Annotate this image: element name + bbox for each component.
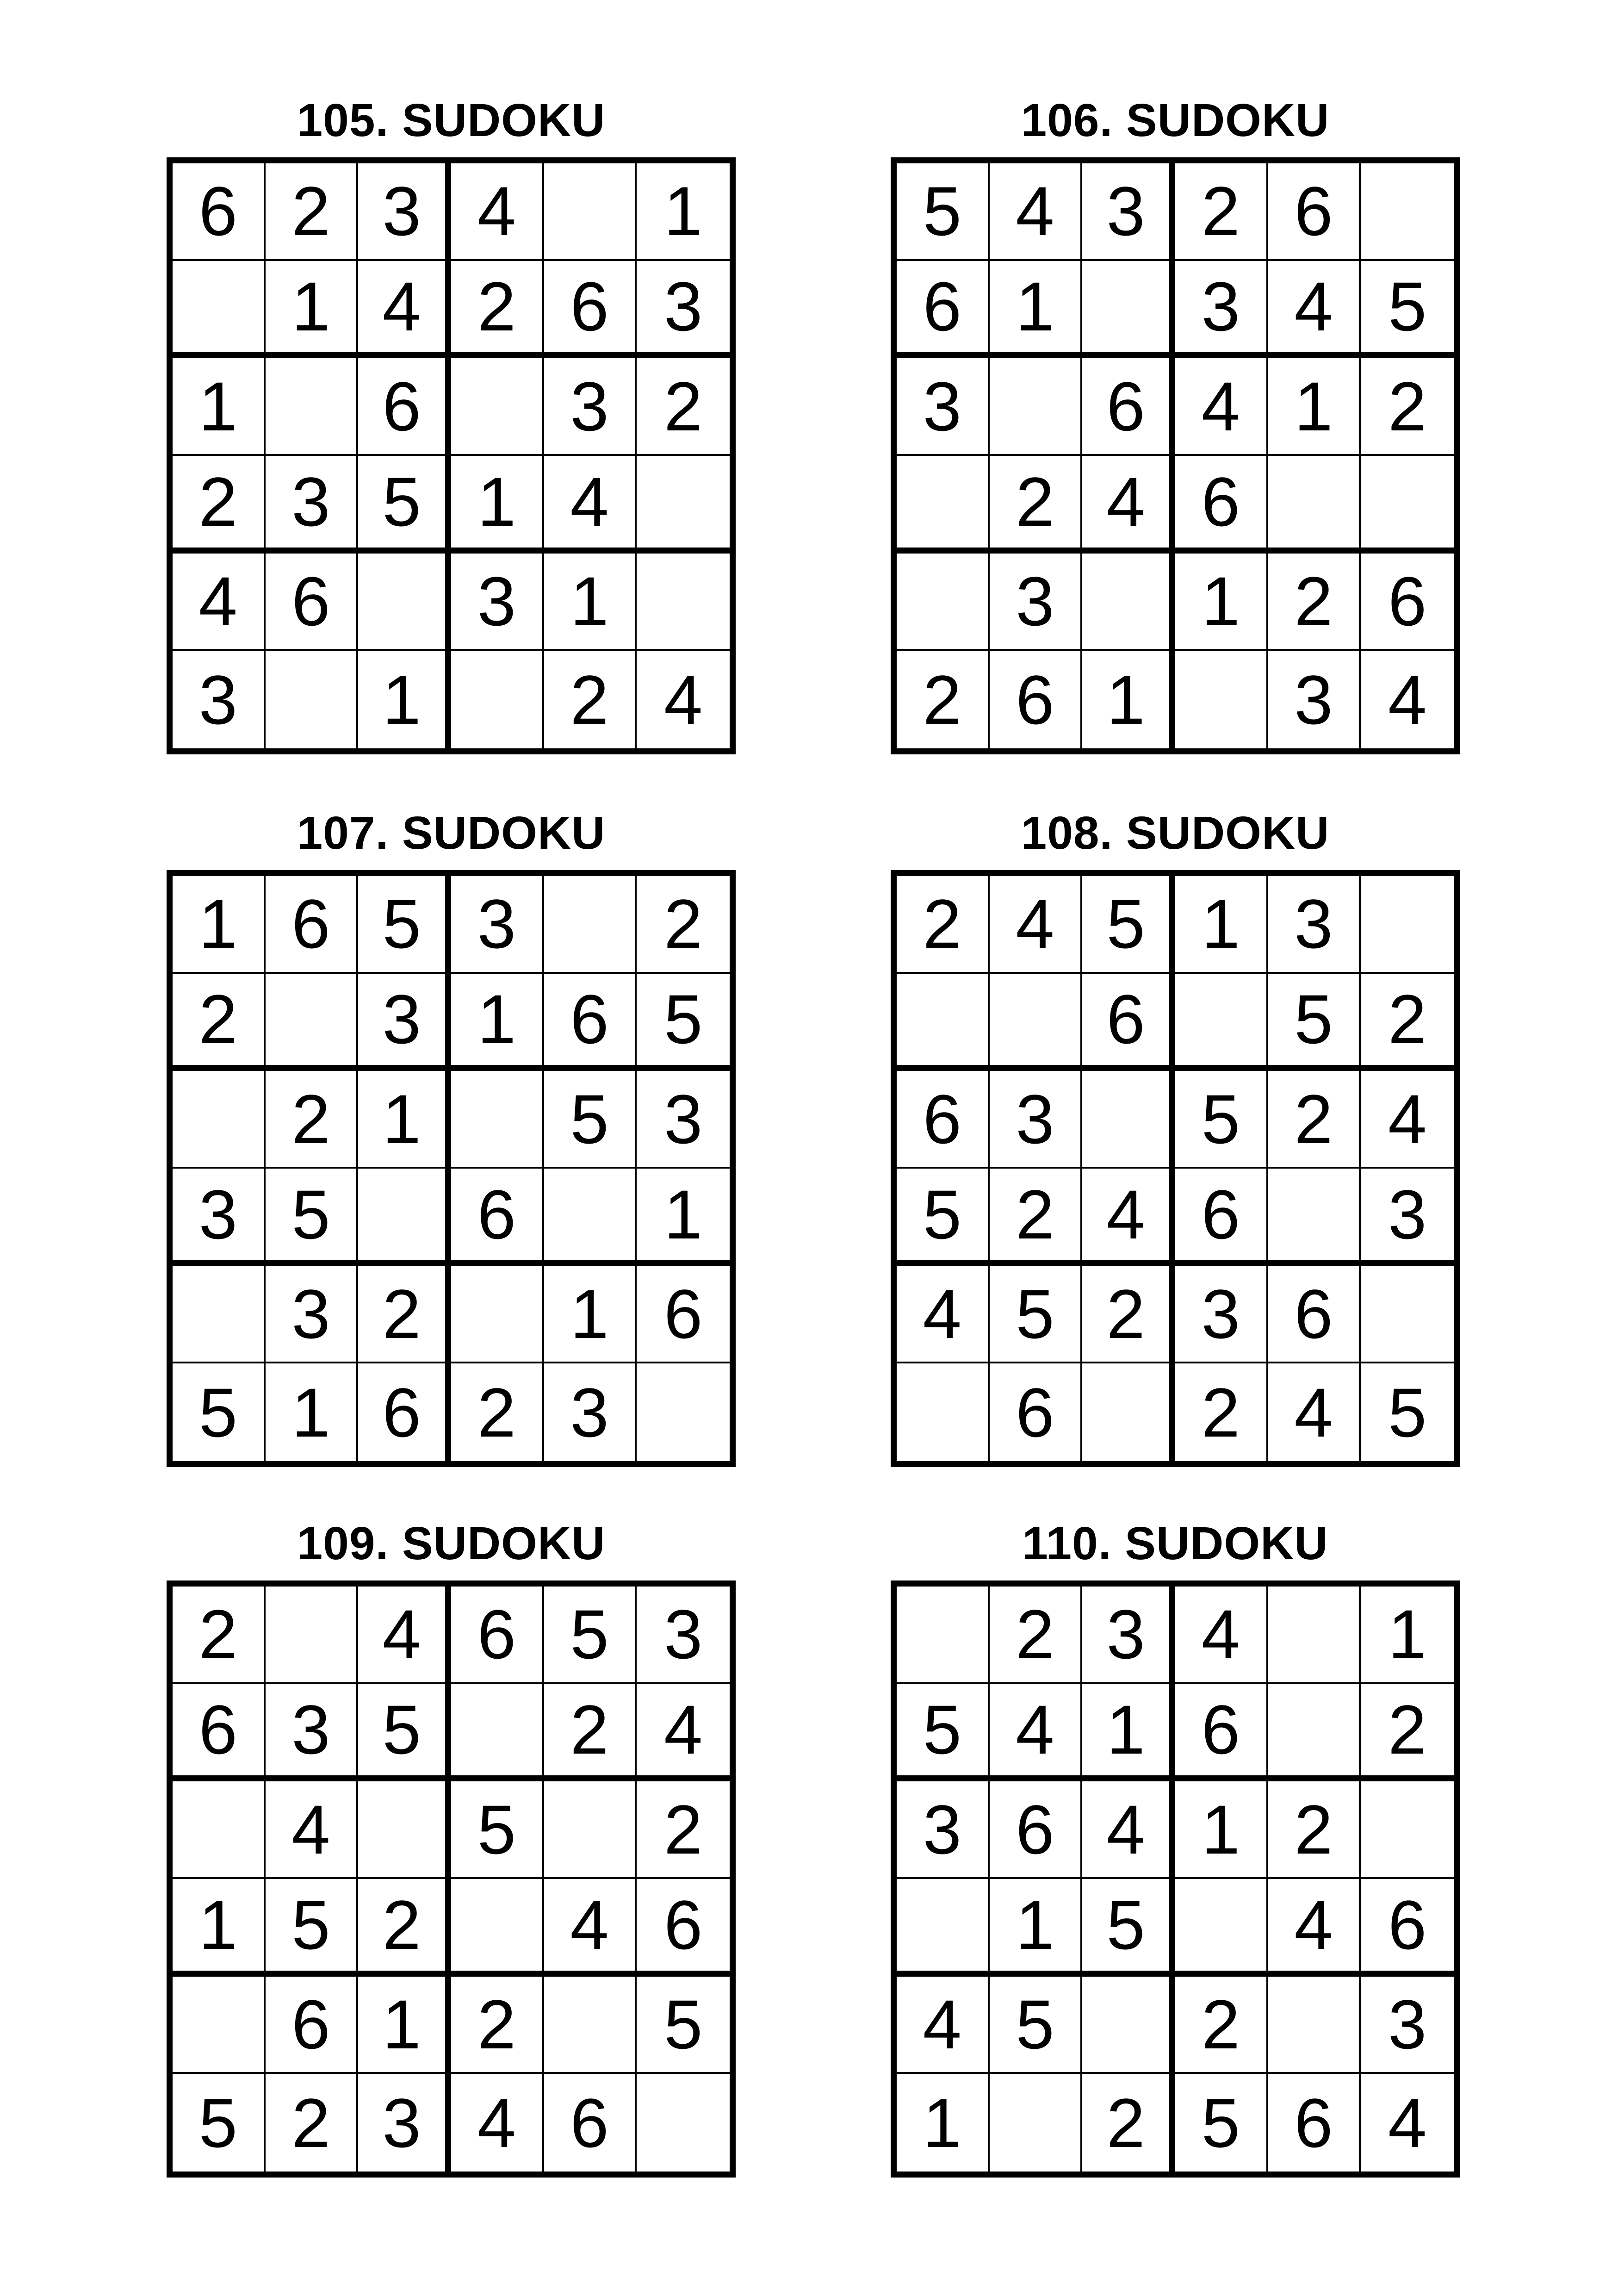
sudoku-cell: 3 <box>1175 1266 1268 1364</box>
sudoku-grid <box>891 157 1460 754</box>
sudoku-cell <box>1082 261 1175 359</box>
sudoku-cell: 3 <box>637 1071 730 1169</box>
sudoku-cell: 6 <box>1268 163 1361 261</box>
sudoku-cell <box>173 261 266 359</box>
sudoku-cell <box>1268 1169 1361 1266</box>
sudoku-cell <box>637 554 730 651</box>
sudoku-cell: 2 <box>1361 1684 1454 1782</box>
sudoku-cell: 1 <box>990 1879 1083 1977</box>
sudoku-cell: 1 <box>1175 876 1268 974</box>
sudoku-cell: 3 <box>1268 651 1361 748</box>
puzzle-title: 107. SUDOKU <box>297 807 606 859</box>
sudoku-cell: 6 <box>897 261 990 359</box>
sudoku-cell: 6 <box>1361 554 1454 651</box>
sudoku-grid <box>891 1580 1460 2178</box>
sudoku-cell: 4 <box>1361 1071 1454 1169</box>
sudoku-cell: 5 <box>173 2074 266 2172</box>
sudoku-cell <box>173 1781 266 1879</box>
sudoku-cell <box>1175 651 1268 748</box>
sudoku-cell: 4 <box>544 456 637 554</box>
sudoku-cell <box>1268 1587 1361 1684</box>
sudoku-cell <box>990 974 1083 1071</box>
sudoku-cell: 1 <box>897 2074 990 2172</box>
sudoku-cell: 6 <box>451 1587 544 1684</box>
sudoku-cell: 6 <box>544 2074 637 2172</box>
sudoku-cell: 2 <box>1175 1977 1268 2074</box>
sudoku-cell: 1 <box>358 1071 451 1169</box>
sudoku-cell: 4 <box>990 1684 1083 1782</box>
sudoku-cell: 2 <box>897 876 990 974</box>
sudoku-cell: 4 <box>1082 1781 1175 1879</box>
sudoku-cell <box>1082 1071 1175 1169</box>
sudoku-cell <box>544 1781 637 1879</box>
sudoku-cell <box>1361 1266 1454 1364</box>
sudoku-cell: 2 <box>897 651 990 748</box>
sudoku-cell: 1 <box>1082 651 1175 748</box>
sudoku-cell: 5 <box>266 1169 359 1266</box>
sudoku-cell: 3 <box>544 358 637 456</box>
sudoku-cell: 6 <box>544 974 637 1071</box>
sudoku-cell: 2 <box>266 2074 359 2172</box>
sudoku-cell: 4 <box>663 660 703 739</box>
sudoku-cell: 6 <box>358 358 451 456</box>
sudoku-cell: 3 <box>637 261 730 359</box>
sudoku-cell: 3 <box>1082 1587 1175 1684</box>
sudoku-cell: 5 <box>358 1684 451 1782</box>
puzzle-title: 105. SUDOKU <box>297 94 606 146</box>
sudoku-cell: 1 <box>1175 554 1268 651</box>
sudoku-cell: 3 <box>1361 1977 1454 2074</box>
sudoku-cell <box>897 1587 990 1684</box>
sudoku-cell <box>1175 1879 1268 1977</box>
sudoku-grid <box>167 157 736 754</box>
sudoku-cell: 6 <box>1268 1266 1361 1364</box>
sudoku-cell: 3 <box>358 163 451 261</box>
sudoku-cell <box>1361 1781 1454 1879</box>
sudoku-cell <box>266 358 359 456</box>
sudoku-cell <box>897 456 990 554</box>
sudoku-cell <box>544 163 637 261</box>
sudoku-cell: 3 <box>358 974 451 1071</box>
sudoku-cell: 6 <box>1268 2074 1361 2172</box>
sudoku-cell: 2 <box>173 456 266 554</box>
sudoku-cell: 4 <box>358 1587 451 1684</box>
sudoku-cell: 5 <box>544 1071 637 1169</box>
sudoku-cell: 2 <box>1268 554 1361 651</box>
sudoku-cell: 4 <box>358 261 451 359</box>
sudoku-cell: 6 <box>1175 1684 1268 1782</box>
sudoku-cell: 3 <box>897 358 990 456</box>
sudoku-cell: 6 <box>266 876 359 974</box>
sudoku-cell: 6 <box>173 1684 266 1782</box>
sudoku-cell: 2 <box>544 1684 637 1782</box>
sudoku-cell: 1 <box>358 1977 451 2074</box>
sudoku-cell: 1 <box>1268 358 1361 456</box>
puzzle-title: 108. SUDOKU <box>1021 807 1330 859</box>
sudoku-cell <box>266 651 359 748</box>
sudoku-cell <box>451 358 544 456</box>
sudoku-cell: 1 <box>637 163 730 261</box>
sudoku-cell: 1 <box>637 1169 730 1266</box>
sudoku-cell: 1 <box>266 261 359 359</box>
sudoku-cell: 2 <box>990 456 1083 554</box>
sudoku-cell: 2 <box>1175 1363 1268 1461</box>
sudoku-cell: 1 <box>451 456 544 554</box>
sudoku-cell <box>1082 554 1175 651</box>
sudoku-cell: 5 <box>358 456 451 554</box>
sudoku-cell: 1 <box>990 261 1083 359</box>
sudoku-cell: 4 <box>451 2074 544 2172</box>
sudoku-cell: 5 <box>897 1684 990 1782</box>
sudoku-cell: 3 <box>544 1363 637 1461</box>
sudoku-cell: 3 <box>266 456 359 554</box>
sudoku-cell: 6 <box>451 1169 544 1266</box>
sudoku-cell: 4 <box>266 1781 359 1879</box>
sudoku-cell: 1 <box>544 1266 637 1364</box>
sudoku-cell <box>173 1977 266 2074</box>
sudoku-cell: 1 <box>266 1363 359 1461</box>
sudoku-cell: 1 <box>173 358 266 456</box>
sudoku-cell: 5 <box>1175 1071 1268 1169</box>
sudoku-cell: 2 <box>637 876 730 974</box>
sudoku-cell <box>544 1977 637 2074</box>
sudoku-cell: 3 <box>897 1781 990 1879</box>
puzzle-title: 106. SUDOKU <box>1021 94 1330 146</box>
sudoku-cell: 3 <box>990 1071 1083 1169</box>
sudoku-cell <box>1361 163 1454 261</box>
sudoku-cell: 3 <box>1082 163 1175 261</box>
sudoku-cell: 6 <box>637 1266 730 1364</box>
sudoku-cell: 5 <box>1082 1879 1175 1977</box>
sudoku-cell: 1 <box>451 974 544 1071</box>
sudoku-cell <box>637 1363 730 1461</box>
sudoku-cell: 4 <box>637 1684 730 1782</box>
sudoku-cell: 3 <box>266 1266 359 1364</box>
sudoku-cell <box>451 1684 544 1782</box>
sudoku-cell: 4 <box>1082 1169 1175 1266</box>
sudoku-cell <box>990 358 1083 456</box>
sudoku-cell: 6 <box>173 163 266 261</box>
sudoku-cell: 5 <box>173 1363 266 1461</box>
sudoku-cell: 4 <box>1268 1879 1361 1977</box>
sudoku-cell <box>1082 1363 1175 1461</box>
sudoku-cell: 5 <box>1361 261 1454 359</box>
sudoku-cell: 5 <box>1082 876 1175 974</box>
sudoku-cell: 3 <box>1268 876 1361 974</box>
sudoku-cell: 4 <box>544 1879 637 1977</box>
sudoku-cell <box>897 554 990 651</box>
sudoku-cell <box>990 2074 1083 2172</box>
sudoku-cell: 2 <box>173 1587 266 1684</box>
sudoku-cell: 6 <box>544 261 637 359</box>
sudoku-cell: 4 <box>1268 1363 1361 1461</box>
sudoku-cell: 3 <box>1175 261 1268 359</box>
sudoku-cell <box>451 1266 544 1364</box>
sudoku-grid <box>167 1580 736 2178</box>
sudoku-cell: 5 <box>897 163 990 261</box>
sudoku-cell: 4 <box>1388 660 1427 739</box>
sudoku-cell <box>1361 456 1454 554</box>
sudoku-cell <box>637 456 730 554</box>
sudoku-cell: 4 <box>173 554 266 651</box>
sudoku-cell: 4 <box>897 1266 990 1364</box>
sudoku-cell: 2 <box>1175 163 1268 261</box>
sudoku-cell: 6 <box>1082 974 1175 1071</box>
sudoku-cell: 6 <box>897 1071 990 1169</box>
sudoku-cell: 2 <box>1268 1781 1361 1879</box>
sudoku-cell: 5 <box>1388 1373 1427 1451</box>
sudoku-cell: 3 <box>173 1169 266 1266</box>
sudoku-cell <box>173 1071 266 1169</box>
sudoku-cell: 4 <box>1175 1587 1268 1684</box>
sudoku-cell: 2 <box>173 974 266 1071</box>
sudoku-cell: 2 <box>637 1781 730 1879</box>
sudoku-cell <box>451 1879 544 1977</box>
sudoku-cell <box>358 1169 451 1266</box>
sudoku-cell: 1 <box>173 1879 266 1977</box>
sudoku-cell: 4 <box>1175 358 1268 456</box>
sudoku-cell: 2 <box>1361 974 1454 1071</box>
sudoku-cell: 4 <box>990 876 1083 974</box>
sudoku-cell <box>637 2074 730 2172</box>
sudoku-cell <box>1268 456 1361 554</box>
sudoku-cell: 4 <box>1388 2084 1427 2162</box>
sudoku-cell <box>1082 1977 1175 2074</box>
sudoku-cell <box>1268 1977 1361 2074</box>
sudoku-cell: 3 <box>637 1587 730 1684</box>
sudoku-cell: 6 <box>358 1363 451 1461</box>
sudoku-cell: 6 <box>1175 1169 1268 1266</box>
sudoku-cell: 2 <box>1082 1266 1175 1364</box>
sudoku-cell: 3 <box>1361 1169 1454 1266</box>
sudoku-cell: 1 <box>1082 1684 1175 1782</box>
sudoku-cell: 6 <box>266 1977 359 2074</box>
sudoku-cell: 6 <box>1175 456 1268 554</box>
sudoku-cell: 2 <box>358 1266 451 1364</box>
sudoku-cell: 3 <box>173 651 266 748</box>
sudoku-cell: 6 <box>1082 358 1175 456</box>
sudoku-cell: 6 <box>637 1879 730 1977</box>
sudoku-cell: 4 <box>451 163 544 261</box>
sudoku-cell: 1 <box>173 876 266 974</box>
sudoku-cell: 2 <box>451 1363 544 1461</box>
sudoku-cell: 2 <box>1361 358 1454 456</box>
sudoku-cell: 5 <box>637 974 730 1071</box>
sudoku-cell <box>897 974 990 1071</box>
sudoku-cell: 6 <box>990 1781 1083 1879</box>
puzzle-title: 109. SUDOKU <box>297 1518 606 1569</box>
sudoku-cell: 5 <box>990 1977 1083 2074</box>
sudoku-cell <box>451 1071 544 1169</box>
sudoku-cell: 5 <box>544 1587 637 1684</box>
sudoku-cell: 2 <box>266 1071 359 1169</box>
sudoku-cell: 3 <box>358 2074 451 2172</box>
sudoku-cell: 2 <box>1082 2074 1175 2172</box>
sudoku-cell <box>358 554 451 651</box>
sudoku-cell: 6 <box>266 554 359 651</box>
sudoku-grid <box>167 870 736 1467</box>
sudoku-cell <box>1175 974 1268 1071</box>
sudoku-cell <box>544 876 637 974</box>
sudoku-cell <box>1361 876 1454 974</box>
sudoku-grid <box>891 870 1460 1467</box>
sudoku-cell: 1 <box>1175 1781 1268 1879</box>
sudoku-cell: 6 <box>990 1363 1083 1461</box>
sudoku-cell: 5 <box>990 1266 1083 1364</box>
sudoku-cell: 2 <box>637 358 730 456</box>
sudoku-cell: 3 <box>451 554 544 651</box>
sudoku-cell: 5 <box>358 876 451 974</box>
sudoku-cell: 3 <box>266 1684 359 1782</box>
sudoku-cell <box>358 1781 451 1879</box>
sudoku-cell <box>897 1879 990 1977</box>
sudoku-cell: 2 <box>544 651 637 748</box>
sudoku-cell: 2 <box>1268 1071 1361 1169</box>
sudoku-cell: 2 <box>990 1587 1083 1684</box>
sudoku-cell: 4 <box>897 1977 990 2074</box>
sudoku-cell: 5 <box>451 1781 544 1879</box>
sudoku-cell: 5 <box>897 1169 990 1266</box>
sudoku-cell: 4 <box>1268 261 1361 359</box>
sudoku-cell: 4 <box>990 163 1083 261</box>
sudoku-cell <box>266 974 359 1071</box>
sudoku-cell: 4 <box>1082 456 1175 554</box>
sudoku-cell <box>1268 1684 1361 1782</box>
sudoku-cell <box>266 1587 359 1684</box>
sudoku-cell: 6 <box>990 651 1083 748</box>
sudoku-cell <box>544 1169 637 1266</box>
sudoku-cell: 2 <box>451 261 544 359</box>
sudoku-cell: 5 <box>1268 974 1361 1071</box>
sudoku-cell <box>173 1266 266 1364</box>
sudoku-cell: 2 <box>990 1169 1083 1266</box>
sudoku-cell: 5 <box>1175 2074 1268 2172</box>
sudoku-cell: 3 <box>451 876 544 974</box>
sudoku-cell: 1 <box>1361 1587 1454 1684</box>
sudoku-cell: 3 <box>990 554 1083 651</box>
sudoku-cell: 2 <box>266 163 359 261</box>
sudoku-cell: 5 <box>266 1879 359 1977</box>
sudoku-cell: 5 <box>637 1977 730 2074</box>
sudoku-cell: 2 <box>358 1879 451 1977</box>
sudoku-cell: 1 <box>358 651 451 748</box>
sudoku-cell <box>451 651 544 748</box>
puzzle-title: 110. SUDOKU <box>1022 1518 1328 1569</box>
sudoku-cell <box>897 1363 990 1461</box>
sudoku-cell: 2 <box>451 1977 544 2074</box>
sudoku-cell: 6 <box>1361 1879 1454 1977</box>
sudoku-cell: 1 <box>544 554 637 651</box>
